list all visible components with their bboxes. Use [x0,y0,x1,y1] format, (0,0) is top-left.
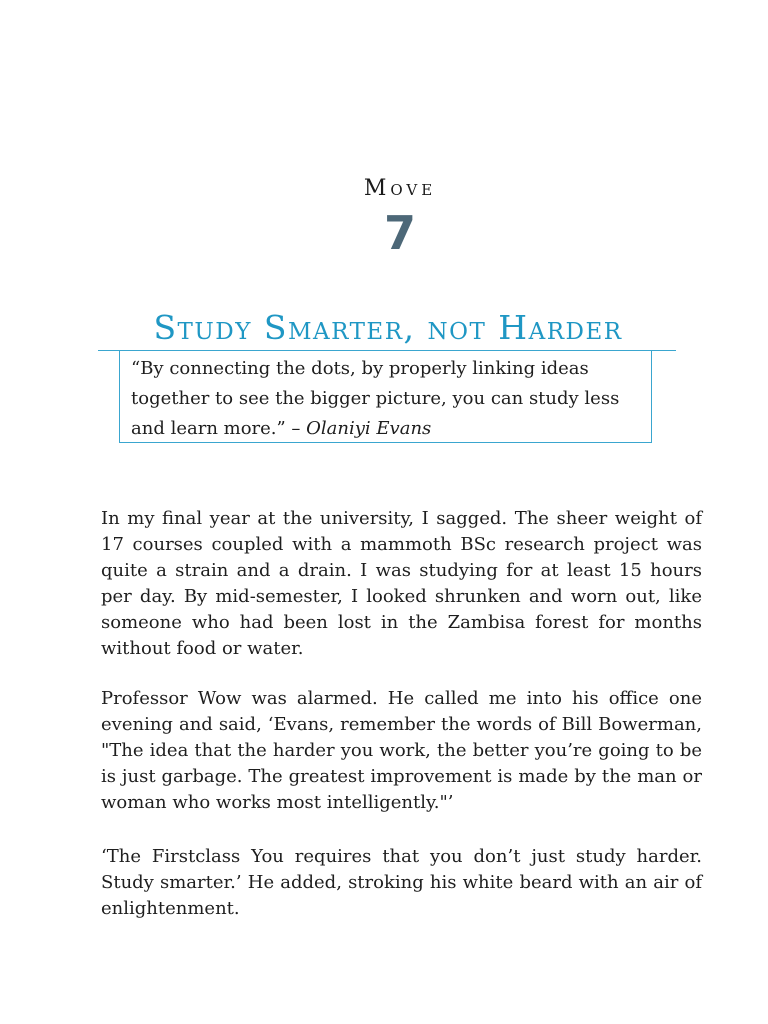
epigraph-quote: “By connecting the dots, by properly linking ideas together to see the bigger picture, you can study less and learn more.” – [131,358,620,439]
move-label: Move [363,176,437,201]
body-paragraph-1: In my final year at the university, I sagged. The sheer weight of 17 courses coupled with a mammoth BSc research project was quite a strain and a drain. I was studying for at least 15 hours per day. By mid-semester, I looked shrunken and worn out, like someone who had been lost in the Zambisa forest for months without food or water. [101,508,702,659]
epigraph-author: Olaniyi Evans [306,418,432,439]
body-paragraph-2: Professor Wow was alarmed. He called me into his office one evening and said, ‘Evans, remember the words of Bill Bowerman, "The idea that the harder you work, the better you’re going to be is just garbage. The greatest improvement is made by the man or woman who works most intelligently."’ [101,688,702,813]
move-number: 7 [383,206,416,260]
epigraph-box [119,350,652,443]
chapter-title: Study Smarter, not Harder [153,308,623,347]
body-paragraph-3: ‘The Firstclass You requires that you don’t just study harder. Study smarter.’ He added, stroking his white beard with an air of enlightenment. [101,846,702,919]
